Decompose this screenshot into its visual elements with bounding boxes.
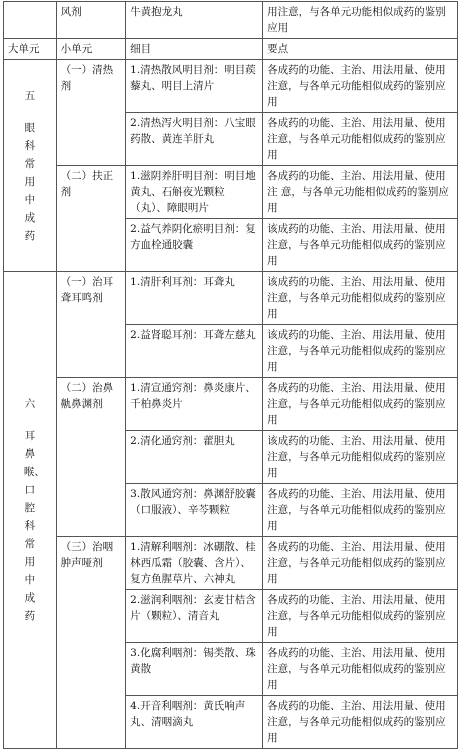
detail-cell: 3.散风通窍剂：鼻渊舒胶囊（口服液）、辛芩颗粒: [126, 484, 263, 537]
small-unit-cell: （三）治咽肿声哑剂: [56, 537, 126, 749]
point-cell: 各成药的功能、主治、用法用量、使用注意，与各单元功能相似成药的鉴别应用: [263, 484, 458, 537]
continued-point: 用注意，与各单元功能相似成药的鉴别应用: [263, 2, 458, 39]
big-unit-char: 药: [24, 229, 36, 242]
big-unit-char: 耳: [24, 430, 36, 442]
big-unit-char: 常: [24, 157, 36, 170]
big-unit-char: 中: [24, 193, 36, 206]
continued-row: [4, 2, 458, 39]
detail-cell: 1.滋阴养肝明目剂：明目地黄丸、石斛夜光颗粒（丸）、障眼明片: [126, 166, 263, 219]
point-cell: 各成药的功能、主治、用法用量、使用注意，与各单元功能相似成药的鉴别应用: [263, 113, 458, 166]
big-unit-char: 六: [24, 398, 36, 410]
detail-cell: 2.清化通窍剂：藿胆丸: [126, 431, 263, 484]
big-unit-char: 用: [24, 556, 36, 568]
point-cell: 该成药的功能、主治、用法用量、使用注意，与各单元功能相似成药的鉴别应用: [263, 325, 458, 378]
big-unit-char: 眼: [24, 121, 36, 134]
detail-cell: 1.清热散风明目剂：明目蒺藜丸、明目上清片: [126, 60, 263, 113]
syllabus-table: [3, 1, 458, 749]
detail-cell: 1.清肝利耳剂：耳聋丸: [126, 272, 263, 325]
point-cell: 该成药的功能、主治、用法用量、使用注意，与各单元功能相似成药的鉴别应用: [263, 272, 458, 325]
continued-big-unit: [4, 2, 57, 39]
small-unit-cell: （一）清热剂: [56, 60, 126, 166]
big-unit-char: 中: [24, 574, 36, 586]
continued-detail: 牛黄抱龙丸: [126, 2, 263, 39]
big-unit-char: 喉、: [23, 466, 45, 478]
big-unit-char: [24, 413, 36, 427]
point-cell: 各成药的功能、主治、用法用量、使用注意，与各单元功能相似成药的鉴别应用: [263, 643, 458, 696]
big-unit-cell: [4, 272, 57, 749]
detail-cell: 3.化腐利咽剂：锡类散、珠黄散: [126, 643, 263, 696]
big-unit-char: 常: [24, 538, 36, 550]
header-row: [4, 39, 458, 60]
table-row: [4, 166, 458, 219]
small-unit-cell: （一）治耳聋耳鸣剂: [56, 272, 126, 378]
big-unit-char: 口: [24, 484, 36, 496]
point-cell: 各成药的功能、主治、用法用量、使用注意，与各单元功能相似成药的鉴别应用: [263, 60, 458, 113]
big-unit-char: 科: [24, 520, 36, 532]
point-cell: 该成药的功能、主治、用法用量、使用注意，与各单元功能相似成药的鉴别应用: [263, 431, 458, 484]
big-unit-char: 鼻: [24, 448, 36, 460]
point-cell: 该成药的功能、主治、用法用量、使用注意，与各单元功能相似成药的鉴别应用: [263, 219, 458, 272]
table-row: [4, 272, 458, 325]
point-cell: 各成药的功能、主治、用法用量、使用注 意，与各单元功能相似成药的鉴别应用: [263, 166, 458, 219]
detail-cell: 2.滋润利咽剂：玄麦甘桔含片（颗粒）、清音丸: [126, 590, 263, 643]
header-small-unit: 小单元: [56, 39, 126, 60]
big-unit-char: 成: [24, 211, 36, 224]
header-point: 要点: [263, 39, 458, 60]
point-cell: 各成药的功能、主治、用法用量、使用注意，与各单元功能相似成药的鉴别应用: [263, 590, 458, 643]
table-row: [4, 537, 458, 590]
detail-cell: 1.清解利咽剂：冰硼散、桂林西瓜霜（胶囊、含片）、复方鱼腥草片、六神丸: [126, 537, 263, 590]
small-unit-cell: （二）扶正剂: [56, 166, 126, 272]
big-unit-char: 科: [24, 139, 36, 152]
header-big-unit: 大单元: [4, 39, 57, 60]
table-row: [4, 60, 458, 113]
syllabus-table-body: [4, 2, 458, 749]
detail-cell: 2.清热泻火明目剂：八宝眼药散、黄连羊肝丸: [126, 113, 263, 166]
big-unit-char: 腔: [24, 502, 36, 514]
big-unit-cell: [4, 60, 57, 272]
table-row: [4, 378, 458, 431]
small-unit-cell: （二）治鼻鼽鼻渊剂: [56, 378, 126, 537]
header-detail: 细目: [126, 39, 263, 60]
point-cell: 各成药的功能、主治、用法用量、使用注意，与各单元功能相似成药的鉴别应用: [263, 378, 458, 431]
detail-cell: 2.益气养阴化瘀明目剂：复方血栓通胶囊: [126, 219, 263, 272]
big-unit-char: 成: [24, 592, 36, 604]
big-unit-char: 五: [24, 89, 36, 102]
point-cell: 各成药的功能、主治、用法用量、使用注意，与各单元功能相似成药的鉴别应用: [263, 696, 458, 749]
continued-small-unit: 风剂: [56, 2, 126, 39]
detail-cell: 1.清宣通窍剂：鼻炎康片、千柏鼻炎片: [126, 378, 263, 431]
big-unit-char: 用: [24, 175, 36, 188]
detail-cell: 4.开音利咽剂：黄氏响声丸、清咽滴丸: [126, 696, 263, 749]
point-cell: 各成药的功能、主治、用法用量、使用注意，与各单元功能相似成药的鉴别应用: [263, 537, 458, 590]
big-unit-char: [24, 105, 36, 119]
big-unit-char: 药: [24, 610, 36, 622]
detail-cell: 2.益肾聪耳剂：耳聋左慈丸: [126, 325, 263, 378]
